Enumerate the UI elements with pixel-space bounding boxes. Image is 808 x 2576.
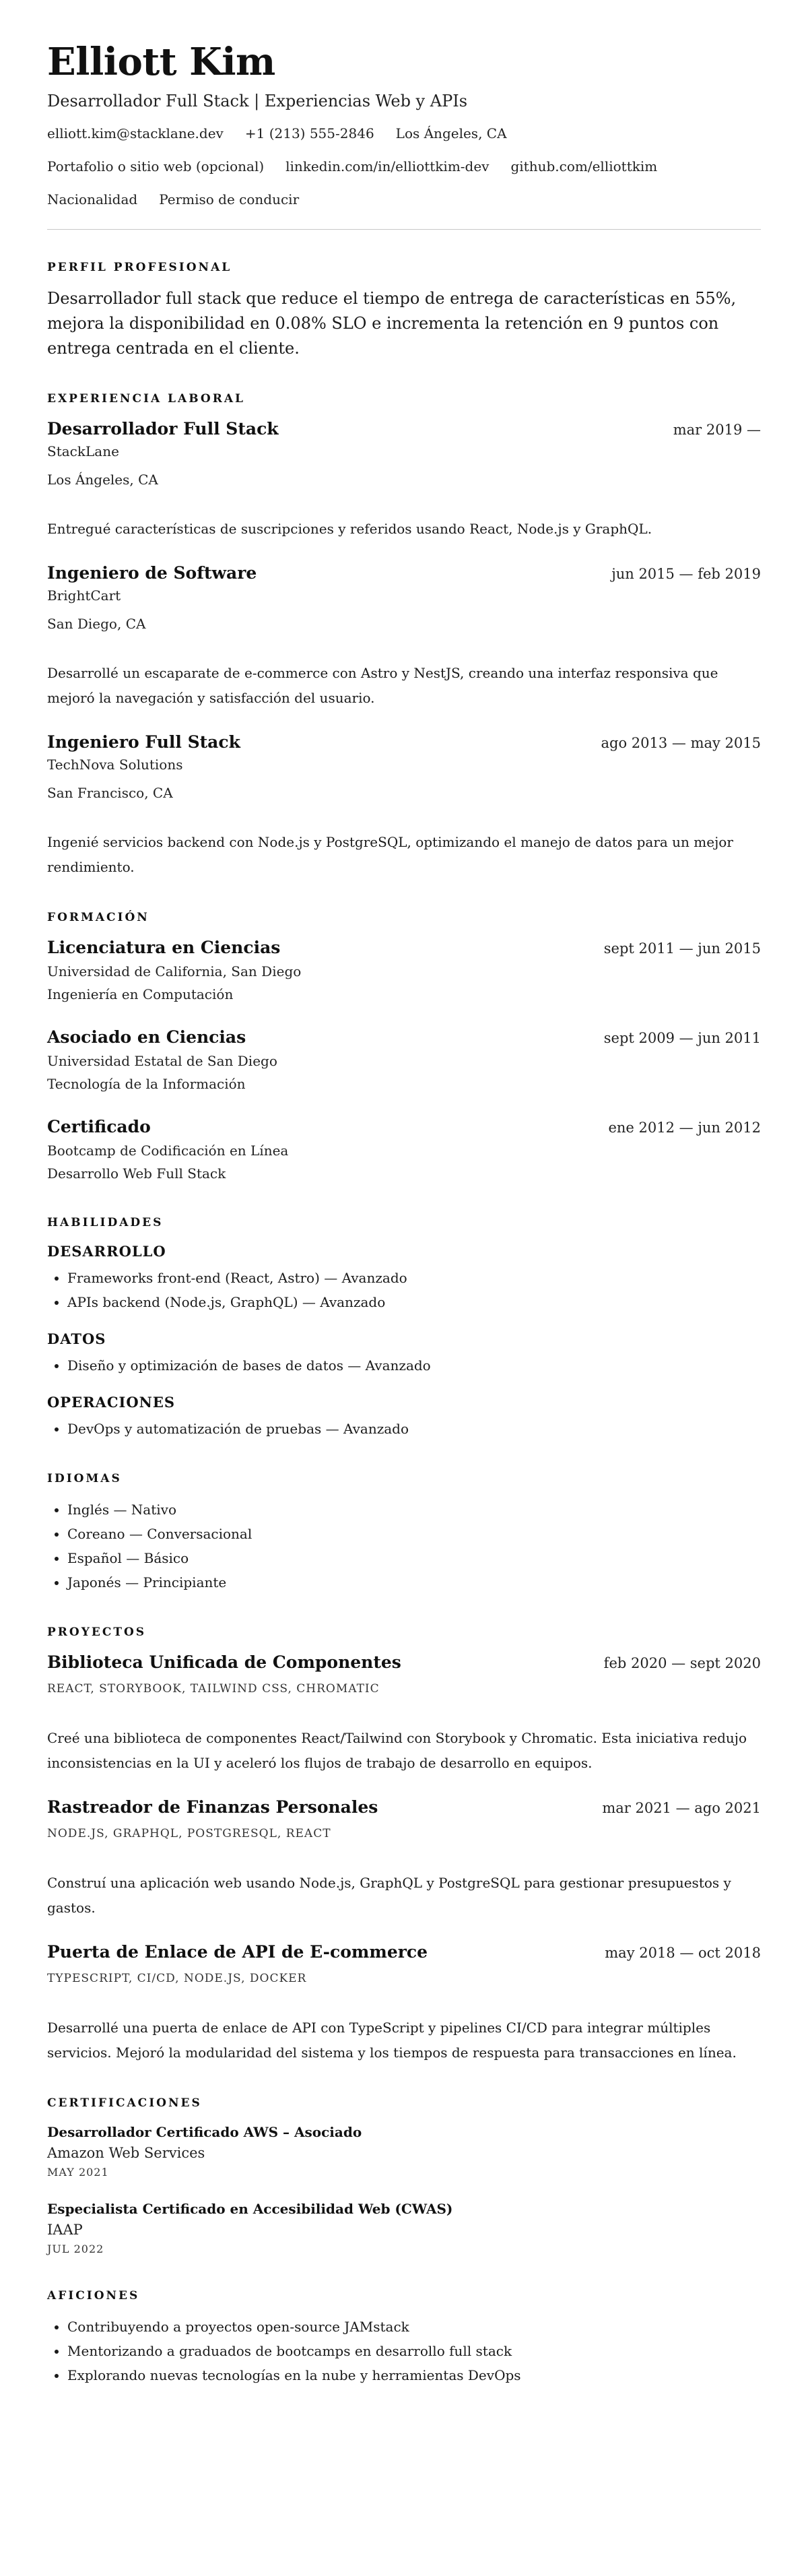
- languages-title: IDIOMAS: [47, 1472, 122, 1485]
- resume-header: [47, 40, 761, 209]
- project-description: Creé una biblioteca de componentes React/Tailwind con Storybook y Chromatic. Esta iniciativa redujo inconsistencias en la UI y aceleró los flujos de trabajo de desarrollo en equipos.: [47, 1730, 747, 1771]
- cert-name: Especialista Certificado en Accesibilidad Web (CWAS): [47, 2201, 453, 2217]
- candidate-headline: Desarrollador Full Stack | Experiencias Web y APIs: [47, 92, 468, 110]
- contact-row-personal: [47, 190, 761, 209]
- skill-category: DESARROLLO: [47, 1243, 166, 1260]
- experience-entry: [47, 418, 761, 542]
- degree-field: Ingeniería en Computación: [47, 986, 234, 1002]
- degree-name: Certificado: [47, 1117, 151, 1136]
- contact-row-primary: [47, 124, 761, 143]
- job-description: Desarrollé un escaparate de e-commerce con Astro y NestJS, creando una interfaz responsiva que mejoró la navegación y satisfacción del usuario.: [47, 665, 718, 706]
- contact-row-links: [47, 157, 761, 176]
- projects-section: [47, 1624, 761, 2065]
- education-entry: [47, 1116, 761, 1185]
- contact-github[interactable]: github.com/elliottkim: [510, 158, 658, 174]
- experience-entry: [47, 731, 761, 880]
- job-date: jun 2015 — feb 2019: [611, 566, 761, 582]
- skill-list: [47, 1266, 761, 1314]
- list-item: • DevOps y automatización de pruebas — Avanzado: [67, 1417, 761, 1441]
- degree-date: sept 2009 — jun 2011: [603, 1030, 761, 1046]
- cert-date: MAY 2021: [47, 2166, 109, 2179]
- contact-license: Permiso de conducir: [159, 191, 300, 207]
- project-date: mar 2021 — ago 2021: [602, 1800, 761, 1816]
- job-role: Desarrollador Full Stack: [47, 419, 279, 439]
- list-item: • Mentorizando a graduados de bootcamps en desarrollo full stack: [67, 2339, 761, 2363]
- list-item: • Frameworks front-end (React, Astro) — Avanzado: [67, 1266, 761, 1290]
- education-entry: [47, 1026, 761, 1095]
- certification-entry: [47, 2199, 761, 2258]
- contact-email[interactable]: elliott.kim@stacklane.dev: [47, 125, 224, 141]
- education-entry: [47, 936, 761, 1006]
- project-entry: [47, 1796, 761, 1921]
- job-description: Entregué características de suscripciones y referidos usando React, Node.js y GraphQL.: [47, 521, 652, 537]
- summary-title: PERFIL PROFESIONAL: [47, 261, 232, 274]
- list-item: • Diseño y optimización de bases de datos — Avanzado: [67, 1353, 761, 1378]
- summary-section: [47, 259, 761, 361]
- header-divider: [47, 229, 761, 230]
- job-company: TechNova Solutions: [47, 756, 183, 773]
- hobby-list: [47, 2315, 761, 2387]
- cert-date: JUL 2022: [47, 2243, 104, 2255]
- degree-field: Desarrollo Web Full Stack: [47, 1165, 226, 1182]
- cert-issuer: IAAP: [47, 2222, 83, 2238]
- list-item: • Explorando nuevas tecnologías en la nube y herramientas DevOps: [67, 2363, 761, 2387]
- cert-issuer: Amazon Web Services: [47, 2145, 205, 2161]
- experience-title: EXPERIENCIA LABORAL: [47, 392, 245, 406]
- summary-text: Desarrollador full stack que reduce el tiempo de entrega de características en 55%, mejora la disponibilidad en 0.08% SLO e incrementa la retención en 9 puntos con entrega centrada en el cliente.: [47, 289, 737, 358]
- project-entry: [47, 1651, 761, 1776]
- project-name: Biblioteca Unificada de Componentes: [47, 1652, 401, 1672]
- degree-name: Asociado en Ciencias: [47, 1027, 246, 1047]
- job-date: ago 2013 — may 2015: [601, 735, 761, 751]
- list-item: • APIs backend (Node.js, GraphQL) — Avanzado: [67, 1290, 761, 1314]
- degree-date: sept 2011 — jun 2015: [603, 940, 761, 957]
- experience-entry: [47, 562, 761, 711]
- education-section: [47, 909, 761, 1185]
- contact-portfolio[interactable]: Portafolio o sitio web (opcional): [47, 158, 265, 174]
- certification-entry: [47, 2122, 761, 2181]
- language-list: [47, 1498, 761, 1595]
- projects-title: PROYECTOS: [47, 1625, 147, 1639]
- project-name: Rastreador de Finanzas Personales: [47, 1797, 378, 1817]
- contact-phone[interactable]: +1 (213) 555-2846: [244, 125, 374, 141]
- job-location: San Francisco, CA: [47, 785, 173, 801]
- job-date: mar 2019 —: [673, 422, 761, 438]
- candidate-name: Elliott Kim: [47, 40, 275, 84]
- certifications-section: [47, 2095, 761, 2258]
- list-item: • Japonés — Principiante: [67, 1570, 761, 1595]
- certifications-title: CERTIFICACIONES: [47, 2096, 202, 2110]
- list-item: • Español — Básico: [67, 1546, 761, 1570]
- job-company: StackLane: [47, 443, 119, 459]
- job-location: Los Ángeles, CA: [47, 472, 158, 488]
- list-item: • Coreano — Conversacional: [67, 1522, 761, 1546]
- education-title: FORMACIÓN: [47, 911, 149, 924]
- project-description: Construí una aplicación web usando Node.js, GraphQL y PostgreSQL para gestionar presupuestos y gastos.: [47, 1875, 731, 1916]
- school-name: Universidad de California, San Diego: [47, 963, 302, 979]
- skills-title: HABILIDADES: [47, 1216, 164, 1229]
- degree-field: Tecnología de la Información: [47, 1076, 246, 1092]
- job-company: BrightCart: [47, 587, 121, 604]
- project-tech: REACT, STORYBOOK, TAILWIND CSS, CHROMATIC: [47, 1682, 380, 1696]
- languages-section: [47, 1471, 761, 1595]
- school-name: Bootcamp de Codificación en Línea: [47, 1142, 289, 1159]
- skill-list: [47, 1353, 761, 1378]
- project-name: Puerta de Enlace de API de E-commerce: [47, 1942, 428, 1962]
- list-item: • Inglés — Nativo: [67, 1498, 761, 1522]
- school-name: Universidad Estatal de San Diego: [47, 1053, 277, 1069]
- contact-linkedin[interactable]: linkedin.com/in/elliottkim-dev: [285, 158, 490, 174]
- skill-category: OPERACIONES: [47, 1394, 176, 1411]
- job-role: Ingeniero Full Stack: [47, 732, 240, 752]
- project-tech: TYPESCRIPT, CI/CD, NODE.JS, DOCKER: [47, 1972, 307, 1985]
- cert-name: Desarrollador Certificado AWS – Asociado: [47, 2124, 362, 2140]
- hobbies-title: AFICIONES: [47, 2289, 140, 2303]
- degree-name: Licenciatura en Ciencias: [47, 938, 281, 957]
- project-description: Desarrollé una puerta de enlace de API con TypeScript y pipelines CI/CD para integrar múltiples servicios. Mejoró la modularidad del sistema y los tiempos de respuesta para transacciones en línea.: [47, 2020, 737, 2061]
- project-date: may 2018 — oct 2018: [605, 1945, 761, 1961]
- job-description: Ingenié servicios backend con Node.js y PostgreSQL, optimizando el manejo de datos para un mejor rendimiento.: [47, 834, 733, 875]
- skill-list: [47, 1417, 761, 1441]
- hobbies-section: [47, 2288, 761, 2387]
- contact-nationality: Nacionalidad: [47, 191, 138, 207]
- experience-section: [47, 391, 761, 880]
- skills-section: [47, 1215, 761, 1441]
- contact-location: Los Ángeles, CA: [395, 125, 507, 141]
- project-date: feb 2020 — sept 2020: [603, 1655, 761, 1671]
- job-role: Ingeniero de Software: [47, 563, 257, 583]
- skill-category: DATOS: [47, 1330, 106, 1347]
- project-tech: NODE.JS, GRAPHQL, POSTGRESQL, REACT: [47, 1827, 331, 1840]
- list-item: • Contribuyendo a proyectos open-source JAMstack: [67, 2315, 761, 2339]
- job-location: San Diego, CA: [47, 616, 146, 632]
- project-entry: [47, 1941, 761, 2065]
- degree-date: ene 2012 — jun 2012: [608, 1120, 761, 1136]
